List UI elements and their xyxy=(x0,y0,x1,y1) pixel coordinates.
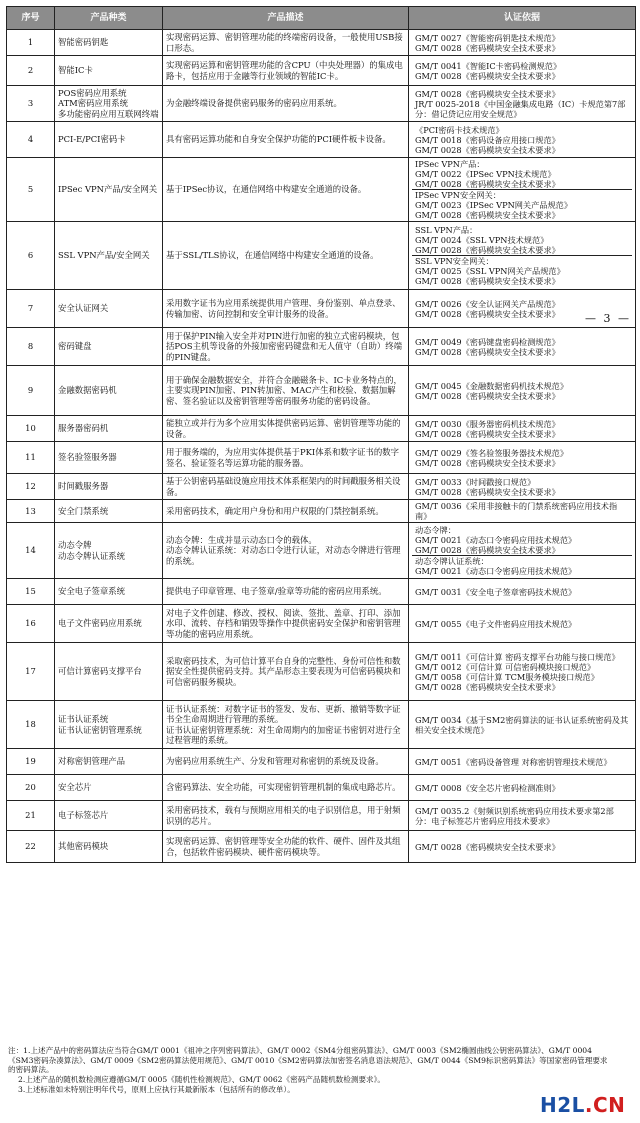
standard-line: GM/T 0028《密码模块安全技术要求》 xyxy=(415,70,560,81)
table-row xyxy=(7,290,636,328)
standard-line: GM/T 0025《SSL VPN网关产品规范》 xyxy=(415,266,565,276)
table-row xyxy=(7,801,636,831)
row-product-type: 电子文件密码应用系统 xyxy=(55,605,163,643)
header-serial: 序号 xyxy=(7,7,55,30)
table-row xyxy=(7,222,636,290)
standard-line: GM/T 0051《密码设备管理 对称密钥管理技术规范》 xyxy=(415,756,612,767)
row-product-description: 为金融终端设备提供密码服务的密码应用系统。 xyxy=(163,86,409,122)
row-product-type: 时间戳服务器 xyxy=(55,474,163,500)
row-product-description: 采用数字证书为应用系统提供用户管理、身份鉴别、单点登录、传输加密、访问控制和安全审计服务的设备。 xyxy=(163,290,409,328)
row-serial: 17 xyxy=(7,643,55,701)
standard-line: 动态令牌认证系统： xyxy=(415,556,489,566)
row-product-type: IPSec VPN产品/安全网关 xyxy=(55,158,163,222)
row-serial: 3 xyxy=(7,86,55,122)
row-product-type: 安全认证网关 xyxy=(55,290,163,328)
row-product-description: 采用密码技术，载有与预期应用相关的电子识别信息，用于射频识别的芯片。 xyxy=(163,801,409,831)
table-row xyxy=(7,366,636,416)
table-row xyxy=(7,158,636,222)
row-serial: 9 xyxy=(7,366,55,416)
standard-line: GM/T 0030《服务器密码机技术规范》 xyxy=(415,418,560,429)
row-product-type: 密码键盘 xyxy=(55,328,163,366)
footnote-3: 3.上述标准如未特别注明年代号，原则上应执行其最新版本（包括所有的修改单）。 xyxy=(18,1084,295,1094)
row-product-description: 用于保护PIN输入安全并对PIN进行加密的独立式密码模块，包括POS主机等设备的外接加密密码键盘和无人值守（自助）终端的PIN键盘。 xyxy=(163,328,409,366)
standard-line: GM/T 0026《安全认证网关产品规范》 xyxy=(415,298,560,309)
standard-line: GM/T 0041《智能IC卡密码检测规范》 xyxy=(415,60,562,71)
standard-line: GM/T 0031《安全电子签章密码技术规范》 xyxy=(415,586,577,597)
row-certification-basis xyxy=(409,605,636,643)
table-row xyxy=(7,30,636,56)
row-serial: 18 xyxy=(7,701,55,749)
standard-line: GM/T 0021《动态口令密码应用技术规范》 xyxy=(415,566,577,576)
row-product-type: 签名验签服务器 xyxy=(55,442,163,474)
row-certification-basis xyxy=(409,122,636,158)
standard-line: GM/T 0028《密码模块安全技术要求》 xyxy=(415,144,560,155)
row-product-description: 含密码算法、安全功能，可实现密钥管理机制的集成电路芯片。 xyxy=(163,775,409,801)
page-number: — 3 — xyxy=(585,312,631,325)
site-watermark-logo xyxy=(540,1093,625,1117)
row-serial: 12 xyxy=(7,474,55,500)
standard-line: GM/T 0036《采用非接触卡的门禁系统密码应用技术指南》 xyxy=(415,501,618,521)
row-serial: 8 xyxy=(7,328,55,366)
table-row xyxy=(7,605,636,643)
standard-line: GM/T 0028《密码模块安全技术要求》 xyxy=(415,42,560,53)
standard-line: GM/T 0028《密码模块安全技术要求》 xyxy=(415,210,560,220)
row-product-type: 智能密码钥匙 xyxy=(55,30,163,56)
standard-line: SSL VPN安全网关： xyxy=(415,256,494,266)
row-product-description: 用于服务端的，为应用实体提供基于PKI体系和数字证书的数字签名、验证签名等运算功能的服务器。 xyxy=(163,442,409,474)
row-serial: 10 xyxy=(7,416,55,442)
row-product-description: 实现密码运算、密钥管理等安全功能的软件、硬件、固件及其组合，包括软件密码模块、硬件密码模块等。 xyxy=(163,831,409,863)
standard-line: 动态令牌： xyxy=(415,525,456,535)
standard-line: GM/T 0028《密码模块安全技术要求》 xyxy=(415,88,560,99)
standard-line: GM/T 0034《基于SM2密码算法的证书认证系统密码及其相关安全技术规范》 xyxy=(415,714,629,735)
table-row xyxy=(7,701,636,749)
row-certification-basis xyxy=(409,86,636,122)
row-certification-basis xyxy=(409,416,636,442)
row-product-description: 基于公钥密码基础设施应用技术体系框架内的时间戳服务相关设备。 xyxy=(163,474,409,500)
row-serial: 15 xyxy=(7,579,55,605)
table-row xyxy=(7,775,636,801)
row-certification-basis xyxy=(409,328,636,366)
row-product-description: 证书认证系统：对数字证书的签发、发布、更新、撤销等数字证书全生命周期进行管理的系统。 证书认证密钥管理系统：对生命周期内的加密证书密钥对进行全过程管理的系统。 xyxy=(163,701,409,749)
table-row xyxy=(7,523,636,579)
row-product-type: 证书认证系统 证书认证密钥管理系统 xyxy=(55,701,163,749)
row-product-type: SSL VPN产品/安全网关 xyxy=(55,222,163,290)
header-product-type: 产品种类 xyxy=(55,7,163,30)
table-row xyxy=(7,442,636,474)
row-serial: 19 xyxy=(7,749,55,775)
standard-line: GM/T 0028《密码模块安全技术要求》 xyxy=(415,428,560,439)
footnote-1: 注：1.上述产品中的密码算法应当符合GM/T 0001《祖冲之序列密码算法》、GM/T 0002《SM4分组密码算法》、GM/T 0003《SM2椭圆曲线公钥密码算法》、GM/T 0004《SM3密码杂凑算法》、GM/T 0009《SM2密码算法使用规范》、GM/T 0010《SM2密码算法加密签名消息语法规范》、GM/T 0044《SM9标识密码算法》等国家密码管理要求的密码算法。 xyxy=(8,1046,608,1075)
standard-line: GM/T 0028《密码模块安全技术要求》 xyxy=(415,486,560,497)
standard-line: GM/T 0033《时间戳接口规范》 xyxy=(415,476,536,487)
row-product-type: POS密码应用系统 ATM密码应用系统 多功能密码应用互联网终端 xyxy=(55,86,163,122)
row-product-description: 采用密码技术，确定用户身份和用户权限的门禁控制系统。 xyxy=(163,500,409,523)
row-certification-basis xyxy=(409,775,636,801)
standard-line: GM/T 0021《动态口令密码应用技术规范》 xyxy=(415,535,577,545)
row-product-type: PCI-E/PCI密码卡 xyxy=(55,122,163,158)
row-product-description: 实现密码运算和密钥管理功能的含CPU（中央处理器）的集成电路卡，包括应用于金融等行业领域的智能IC卡。 xyxy=(163,56,409,86)
header-certification-basis: 认证依据 xyxy=(409,7,636,30)
row-serial: 11 xyxy=(7,442,55,474)
row-serial: 22 xyxy=(7,831,55,863)
standard-line: GM/T 0012《可信计算 可信密码模块接口规范》 xyxy=(415,661,596,672)
standard-line: GM/T 0049《密码键盘密码检测规范》 xyxy=(415,336,560,347)
row-certification-basis xyxy=(409,56,636,86)
row-product-description: 具有密码运算功能和自身安全保护功能的PCI硬件板卡设备。 xyxy=(163,122,409,158)
watermark-part-1: H2L xyxy=(540,1093,585,1117)
footnotes xyxy=(8,1046,608,1095)
standard-line: GM/T 0055《电子文件密码应用技术规范》 xyxy=(415,618,577,629)
table-row xyxy=(7,579,636,605)
row-product-type: 可信计算密码支撑平台 xyxy=(55,643,163,701)
standard-line: IPSec VPN安全网关： xyxy=(415,190,501,200)
table-row xyxy=(7,474,636,500)
standard-line: GM/T 0029《签名验签服务器技术规范》 xyxy=(415,447,569,458)
row-product-type: 智能IC卡 xyxy=(55,56,163,86)
certification-table xyxy=(6,6,636,863)
standard-line: GM/T 0028《密码模块安全技术要求》 xyxy=(415,545,560,555)
row-serial: 6 xyxy=(7,222,55,290)
row-serial: 13 xyxy=(7,500,55,523)
row-product-type: 其他密码模块 xyxy=(55,831,163,863)
row-product-type: 金融数据密码机 xyxy=(55,366,163,416)
row-serial: 4 xyxy=(7,122,55,158)
row-product-description: 对电子文件创建、修改、授权、阅读、签批、盖章、打印、添加水印、流转、存档和销毁等操作中提供密码安全保护和密钥管理等功能的密码应用系统。 xyxy=(163,605,409,643)
row-certification-basis xyxy=(409,30,636,56)
row-serial: 20 xyxy=(7,775,55,801)
standard-line: GM/T 0028《密码模块安全技术要求》 xyxy=(415,179,560,189)
standard-line: GM/T 0018《密码设备应用接口规范》 xyxy=(415,134,560,145)
standard-line: GM/T 0028《密码模块安全技术要求》 xyxy=(415,390,560,401)
standard-line: SSL VPN产品： xyxy=(415,225,478,235)
row-certification-basis xyxy=(409,801,636,831)
standard-line: GM/T 0022《IPSec VPN技术规范》 xyxy=(415,169,556,179)
row-certification-basis xyxy=(409,701,636,749)
standard-line: GM/T 0008《安全芯片密码检测准则》 xyxy=(415,782,560,793)
standard-line: GM/T 0027《智能密码钥匙技术规范》 xyxy=(415,32,560,43)
row-certification-basis xyxy=(409,366,636,416)
row-product-type: 服务器密码机 xyxy=(55,416,163,442)
row-serial: 16 xyxy=(7,605,55,643)
standard-line: GM/T 0023《IPSec VPN网关产品规范》 xyxy=(415,200,573,210)
row-product-description: 动态令牌：生成并显示动态口令的载体。 动态令牌认证系统：对动态口令进行认证，对动态令牌进行管理的系统。 xyxy=(163,523,409,579)
table-row xyxy=(7,643,636,701)
row-product-description: 能独立或并行为多个应用实体提供密码运算、密钥管理等功能的设备。 xyxy=(163,416,409,442)
row-product-description: 用于确保金融数据安全，并符合金融磁条卡、IC卡业务特点的，主要实现PIN加密、PIN转加密、MAC产生和校验、数据加解密、签名验证以及密钥管理等密码服务功能的密码设备。 xyxy=(163,366,409,416)
standard-line: GM/T 0011《可信计算 密码支撑平台功能与接口规范》 xyxy=(415,651,620,662)
standard-line: GM/T 0028《密码模块安全技术要求》 xyxy=(415,681,560,692)
standard-line: GM/T 0028《密码模块安全技术要求》 xyxy=(415,276,560,286)
watermark-part-2: .CN xyxy=(584,1093,626,1117)
row-serial: 7 xyxy=(7,290,55,328)
standard-line: JR/T 0025-2018《中国金融集成电路（IC）卡规范第7部分：借记贷记应用安全规范》 xyxy=(415,98,626,119)
row-certification-basis xyxy=(409,500,636,523)
row-certification-basis xyxy=(409,643,636,701)
row-product-type: 安全门禁系统 xyxy=(55,500,163,523)
table-row xyxy=(7,831,636,863)
row-certification-basis xyxy=(409,579,636,605)
row-product-description: 实现密码运算、密钥管理功能的终端密码设备，一般使用USB接口形态。 xyxy=(163,30,409,56)
standard-line: GM/T 0028《密码模块安全技术要求》 xyxy=(415,308,560,319)
row-product-description: 采取密码技术，为可信计算平台自身的完整性、身份可信性和数据安全性提供密码支持。其产品形态主要表现为可信密码模块和可信密码服务模块。 xyxy=(163,643,409,701)
standard-line: GM/T 0028《密码模块安全技术要求》 xyxy=(415,245,560,255)
table-row xyxy=(7,328,636,366)
standard-line: 《PCI密码卡技术规范》 xyxy=(415,124,504,135)
row-serial: 5 xyxy=(7,158,55,222)
row-serial: 14 xyxy=(7,523,55,579)
standard-line: IPSec VPN产品： xyxy=(415,159,485,169)
table-row xyxy=(7,500,636,523)
row-serial: 2 xyxy=(7,56,55,86)
row-certification-basis xyxy=(409,523,636,579)
row-product-type: 安全电子签章系统 xyxy=(55,579,163,605)
row-serial: 21 xyxy=(7,801,55,831)
row-certification-basis xyxy=(409,442,636,474)
header-product-description: 产品描述 xyxy=(163,7,409,30)
row-certification-basis xyxy=(409,749,636,775)
row-product-description: 基于SSL/TLS协议，在通信网络中构建安全通道的设备。 xyxy=(163,222,409,290)
table-row xyxy=(7,122,636,158)
row-certification-basis xyxy=(409,222,636,290)
standard-line: GM/T 0028《密码模块安全技术要求》 xyxy=(415,841,560,852)
row-certification-basis xyxy=(409,158,636,222)
table-row xyxy=(7,749,636,775)
table-header-row xyxy=(7,7,636,30)
row-serial: 1 xyxy=(7,30,55,56)
standard-line: GM/T 0045《金融数据密码机技术规范》 xyxy=(415,380,569,391)
table-row xyxy=(7,56,636,86)
row-product-type: 电子标签芯片 xyxy=(55,801,163,831)
table-row xyxy=(7,86,636,122)
standard-line: GM/T 0028《密码模块安全技术要求》 xyxy=(415,457,560,468)
table-row xyxy=(7,416,636,442)
row-product-type: 对称密钥管理产品 xyxy=(55,749,163,775)
standard-line: GM/T 0035.2《射频识别系统密码应用技术要求第2部分：电子标签芯片密码应用技术要求》 xyxy=(415,805,614,826)
standard-line: GM/T 0058《可信计算 TCM服务模块接口规范》 xyxy=(415,671,599,682)
table-body xyxy=(7,30,636,863)
row-product-description: 提供电子印章管理、电子签章/验章等功能的密码应用系统。 xyxy=(163,579,409,605)
standard-line: GM/T 0028《密码模块安全技术要求》 xyxy=(415,346,560,357)
row-product-description: 基于IPSec协议，在通信网络中构建安全通道的设备。 xyxy=(163,158,409,222)
row-product-type: 安全芯片 xyxy=(55,775,163,801)
standard-line: GM/T 0024《SSL VPN技术规范》 xyxy=(415,235,549,245)
row-certification-basis xyxy=(409,831,636,863)
row-product-description: 为密码应用系统生产、分发和管理对称密钥的系统及设备。 xyxy=(163,749,409,775)
row-certification-basis xyxy=(409,474,636,500)
row-product-type: 动态令牌 动态令牌认证系统 xyxy=(55,523,163,579)
footnote-2: 2.上述产品的随机数检测应遵循GM/T 0005《随机性检测规范》、GM/T 0062《密码产品随机数检测要求》。 xyxy=(18,1075,386,1085)
